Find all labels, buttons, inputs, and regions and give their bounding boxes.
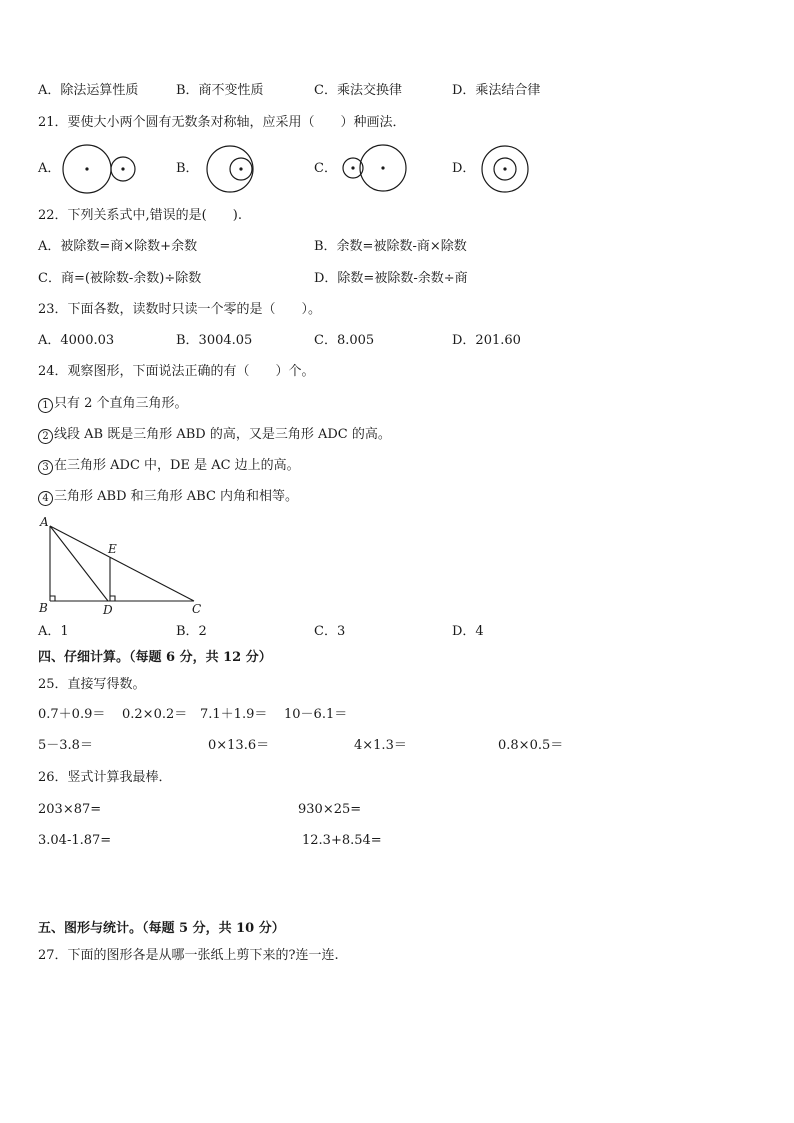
statement-text-3: 在三角形 ADC 中，DE 是 AC 边上的高。 [54,458,300,473]
statement-number-3: 3 [38,460,53,475]
q24-option-a: A．1 [38,624,69,639]
right-angle-mark-d [110,596,115,601]
q22-option-c: C．商=(被除数-余数)÷除数 [38,271,202,286]
q24-option-c: C．3 [314,624,346,639]
q26-stem: 26．竖式计算我最棒． [38,770,172,785]
statement-text-2: 线段 AB 既是三角形 ABD 的高，又是三角形 ADC 的高。 [54,427,391,442]
q25-item-2: 0.2×0.2＝ [122,707,188,722]
q21-label-d: D． [452,161,476,176]
q23-option-a: A．4000.03 [38,333,115,348]
q25-item-8: 0.8×0.5＝ [498,738,564,753]
q21-figure-d [482,146,528,192]
section-5-title: 五、图形与统计。（每题 5 分，共 10 分） [38,921,285,936]
statement-text-1: 只有 2 个直角三角形。 [54,396,188,411]
q24-option-d: D．4 [452,624,484,639]
q22-option-a: A．被除数=商×除数+余数 [38,239,198,254]
q23-stem: 23．下面各数，读数时只读一个零的是（ ）。 [38,302,322,317]
vertex-label-b: B [39,601,48,615]
q22-stem: 22．下列关系式中,错误的是( ). [38,208,242,223]
q22-option-b: B．余数=被除数-商×除数 [314,239,467,254]
q24-statement-3 [38,457,300,475]
q24-triangle-figure [30,512,210,616]
q25-item-1: 0.7＋0.9＝ [38,707,106,722]
q25-item-7: 4×1.3＝ [354,738,407,753]
statement-number-2: 2 [38,429,53,444]
segment-ad [50,526,108,601]
right-angle-mark-b [50,596,55,601]
q27-stem: 27．下面的图形各是从哪一张纸上剪下来的?连一连. [38,948,339,963]
segment-ac [50,526,194,601]
statement-number-4: 4 [38,491,53,506]
q21-figure-b [207,146,253,192]
q25-item-3: 7.1＋1.9＝ [200,707,268,722]
q24-statement-4 [38,488,298,506]
section-4-title: 四、仔细计算。（每题 6 分，共 12 分） [38,650,272,665]
q24-statement-1 [38,395,188,413]
q21-label-b: B． [176,161,199,176]
q26-item-4: 12.3+8.54= [302,833,382,848]
q21-stem: 21．要使大小两个圆有无数条对称轴，应采用（ ）种画法． [38,115,406,130]
q21-label-a: A． [38,161,61,176]
q23-option-c: C．8.005 [314,333,375,348]
statement-text-4: 三角形 ABD 和三角形 ABC 内角和相等。 [54,489,299,504]
vertex-label-c: C [192,602,202,616]
q23-option-d: D．201.60 [452,333,521,348]
q21-label-c: C． [314,161,337,176]
q20-option-d: D．乘法结合律 [452,83,541,98]
q25-item-4: 10－6.1＝ [284,707,348,722]
q24-statement-2 [38,426,391,444]
q20-option-b: B．商不变性质 [176,83,264,98]
q20-option-a: A．除法运算性质 [38,83,139,98]
q21-figure-c [343,145,406,191]
statement-number-1: 1 [38,398,53,413]
q20-option-c: C．乘法交换律 [314,83,402,98]
q25-item-6: 0×13.6＝ [208,738,270,753]
vertex-label-a: A [40,515,49,529]
q22-option-d: D．除数=被除数-余数÷商 [314,271,468,286]
q26-item-1: 203×87= [38,802,102,817]
q24-option-b: B．2 [176,624,207,639]
q26-item-3: 3.04-1.87= [38,833,112,848]
q21-circle-figures [0,140,560,200]
q21-figure-a [63,145,135,193]
vertex-label-e: E [108,542,117,556]
q23-option-b: B．3004.05 [176,333,253,348]
q25-stem: 25．直接写得数。 [38,677,146,692]
vertex-label-d: D [103,603,113,616]
q25-item-5: 5－3.8＝ [38,738,93,753]
q26-item-2: 930×25= [298,802,362,817]
q24-stem: 24．观察图形，下面说法正确的有（ ）个。 [38,364,315,379]
